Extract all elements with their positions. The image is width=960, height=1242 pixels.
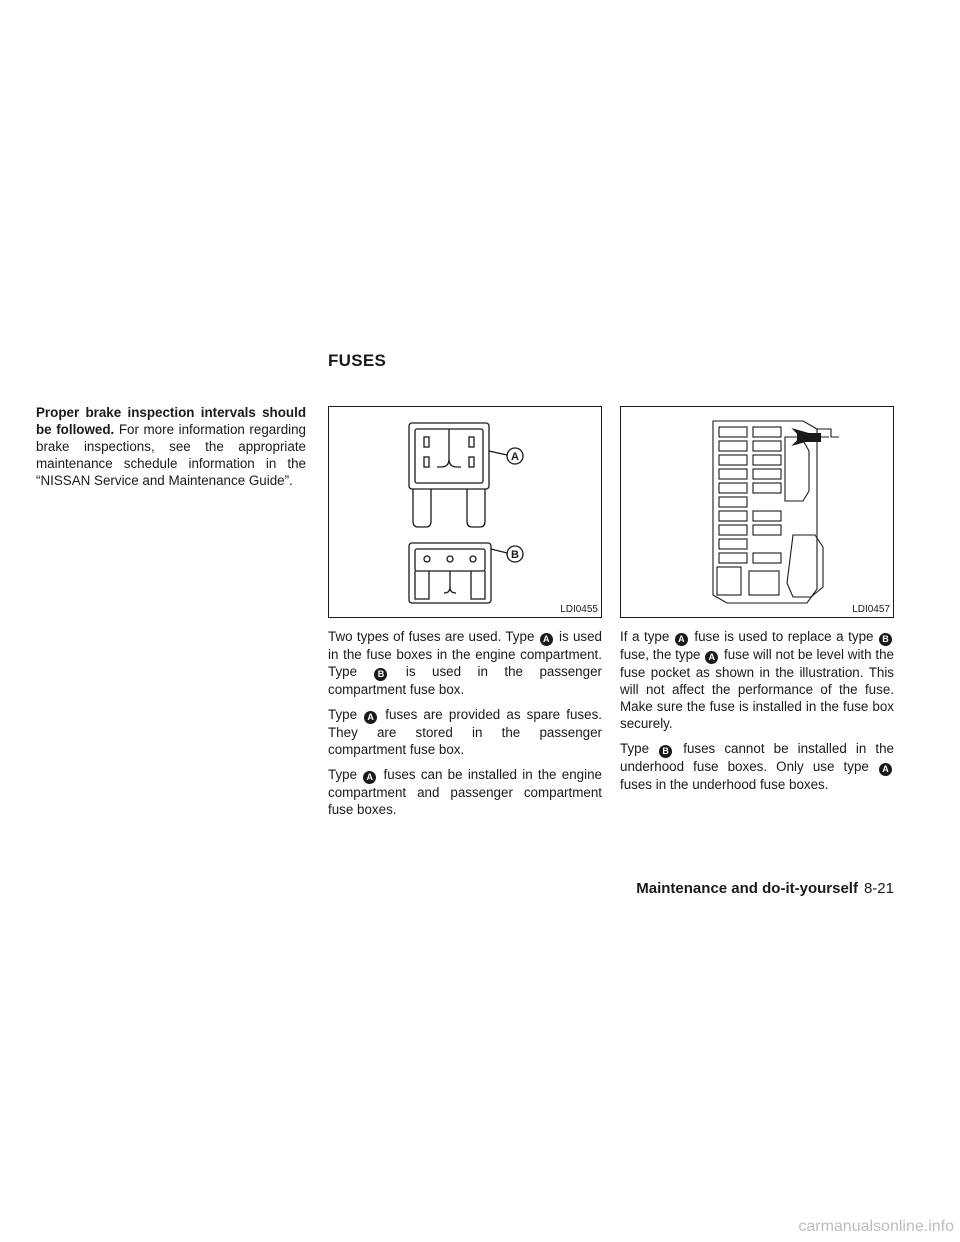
fuse-paragraph bbox=[328, 628, 602, 698]
arrow-shaft bbox=[797, 433, 821, 442]
text-run: is used in the fuse boxes in the engine compartment. Type bbox=[328, 629, 602, 679]
figure-code: LDI0455 bbox=[560, 604, 598, 615]
text-run: fuses cannot be installed in the underhood fuse boxes. Only use type bbox=[620, 741, 894, 774]
brake-inspection-paragraph bbox=[36, 404, 306, 489]
fuse-b-blade bbox=[471, 571, 485, 599]
text-run: fuse will not be level with the fuse pocket as shown in the illustration. This will not affect the performance of the fuse. Make sure the fuse is installed in the fuse box securely. bbox=[620, 647, 894, 731]
text-run: Type bbox=[328, 707, 364, 722]
callout-a-leader bbox=[489, 451, 507, 455]
text-run: fuse, the type bbox=[620, 647, 705, 662]
relay bbox=[749, 571, 779, 595]
fuse-a-blade bbox=[413, 489, 431, 527]
fuse-slot bbox=[719, 441, 747, 451]
callout-a-label: A bbox=[511, 451, 519, 463]
fuse-slot bbox=[753, 469, 781, 479]
text-run: fuse is used to replace a type bbox=[689, 629, 879, 644]
page-footer bbox=[636, 880, 894, 897]
section-title: FUSES bbox=[328, 351, 387, 370]
text-run: fuses can be installed in the engine compartment and passenger compartment fuse boxes. bbox=[328, 767, 602, 817]
relay bbox=[717, 567, 741, 595]
fuse-b-window bbox=[415, 549, 485, 571]
fuse-slot bbox=[719, 483, 747, 493]
fuse-b-element bbox=[444, 571, 456, 593]
brake-inspection-column bbox=[36, 404, 306, 497]
text-run: fuses are provided as spare fuses. They are stored in the passenger compartment fuse box. bbox=[328, 707, 602, 757]
fuse-paragraph bbox=[328, 706, 602, 758]
fuse-a-slot bbox=[424, 437, 429, 447]
watermark: carmanualsonline.info bbox=[798, 1218, 954, 1235]
text-run: Two types of fuses are used. Type bbox=[328, 629, 539, 644]
fuse-paragraph bbox=[620, 740, 894, 793]
fuse-replacement-column bbox=[620, 628, 894, 801]
type-b-badge: B bbox=[374, 668, 387, 681]
fuse-a-blade bbox=[467, 489, 485, 527]
brake-inspection-text: For more information regarding brake inspections, see the appropriate maintenance schedule information in the “NISSAN Service and Maintenance Guide”. bbox=[36, 422, 307, 488]
fuse-slot bbox=[719, 525, 747, 535]
text-run: If a type bbox=[620, 629, 674, 644]
fuse-slot bbox=[753, 553, 781, 563]
relay-block bbox=[787, 535, 823, 597]
brake-inspection-emphasis: Proper brake inspection intervals should be followed. bbox=[36, 405, 306, 437]
type-b-badge: B bbox=[879, 633, 892, 646]
fuse-slot bbox=[753, 483, 781, 493]
callout-b-label: B bbox=[511, 549, 519, 561]
fuse-slot bbox=[719, 427, 747, 437]
fuse-b-hole bbox=[447, 556, 453, 562]
fuse-b-blade bbox=[415, 571, 429, 599]
type-a-badge: A bbox=[879, 763, 892, 776]
fuse-slot bbox=[719, 497, 747, 507]
type-a-badge: A bbox=[540, 633, 553, 646]
fuse-slot bbox=[753, 427, 781, 437]
text-run: is used in the passenger compartment fuse box. bbox=[328, 664, 602, 697]
type-a-badge: A bbox=[363, 771, 376, 784]
figure-code: LDI0457 bbox=[852, 604, 890, 615]
fuse-b-hole bbox=[470, 556, 476, 562]
fuse-a-element bbox=[437, 429, 461, 467]
fuse-b-hole bbox=[424, 556, 430, 562]
text-run: Type bbox=[620, 741, 659, 756]
fuse-slot bbox=[719, 469, 747, 479]
fuse-box-housing bbox=[713, 421, 817, 603]
fuse-types-column bbox=[328, 628, 602, 826]
fuse-types-illustration bbox=[328, 406, 602, 618]
fuse-a-slot bbox=[469, 457, 474, 467]
callout-b-leader bbox=[491, 549, 507, 553]
fuse-slot bbox=[753, 441, 781, 451]
fuse-slot bbox=[719, 511, 747, 521]
type-a-badge: A bbox=[675, 633, 688, 646]
fuse-slot bbox=[719, 455, 747, 465]
fuse-paragraph bbox=[620, 628, 894, 732]
fuse-paragraph bbox=[328, 766, 602, 818]
fuse-box-drawing bbox=[621, 407, 893, 617]
fuse-slot bbox=[753, 511, 781, 521]
fuse-slot bbox=[719, 539, 747, 549]
type-a-badge: A bbox=[705, 651, 718, 664]
text-run: Type bbox=[328, 767, 363, 782]
fuse-a-slot bbox=[469, 437, 474, 447]
fuse-types-drawing bbox=[329, 407, 601, 617]
fuse-box-illustration bbox=[620, 406, 894, 618]
fuse-slot bbox=[753, 455, 781, 465]
type-a-badge: A bbox=[364, 711, 377, 724]
page-number: 8-21 bbox=[863, 880, 894, 897]
fuse-slot bbox=[719, 553, 747, 563]
fuse-a-slot bbox=[424, 457, 429, 467]
side-connector bbox=[785, 437, 809, 501]
text-run: fuses in the underhood fuse boxes. bbox=[620, 777, 829, 792]
chapter-title: Maintenance and do-it-yourself bbox=[636, 880, 858, 897]
fuse-slot bbox=[753, 525, 781, 535]
type-b-badge: B bbox=[659, 745, 672, 758]
